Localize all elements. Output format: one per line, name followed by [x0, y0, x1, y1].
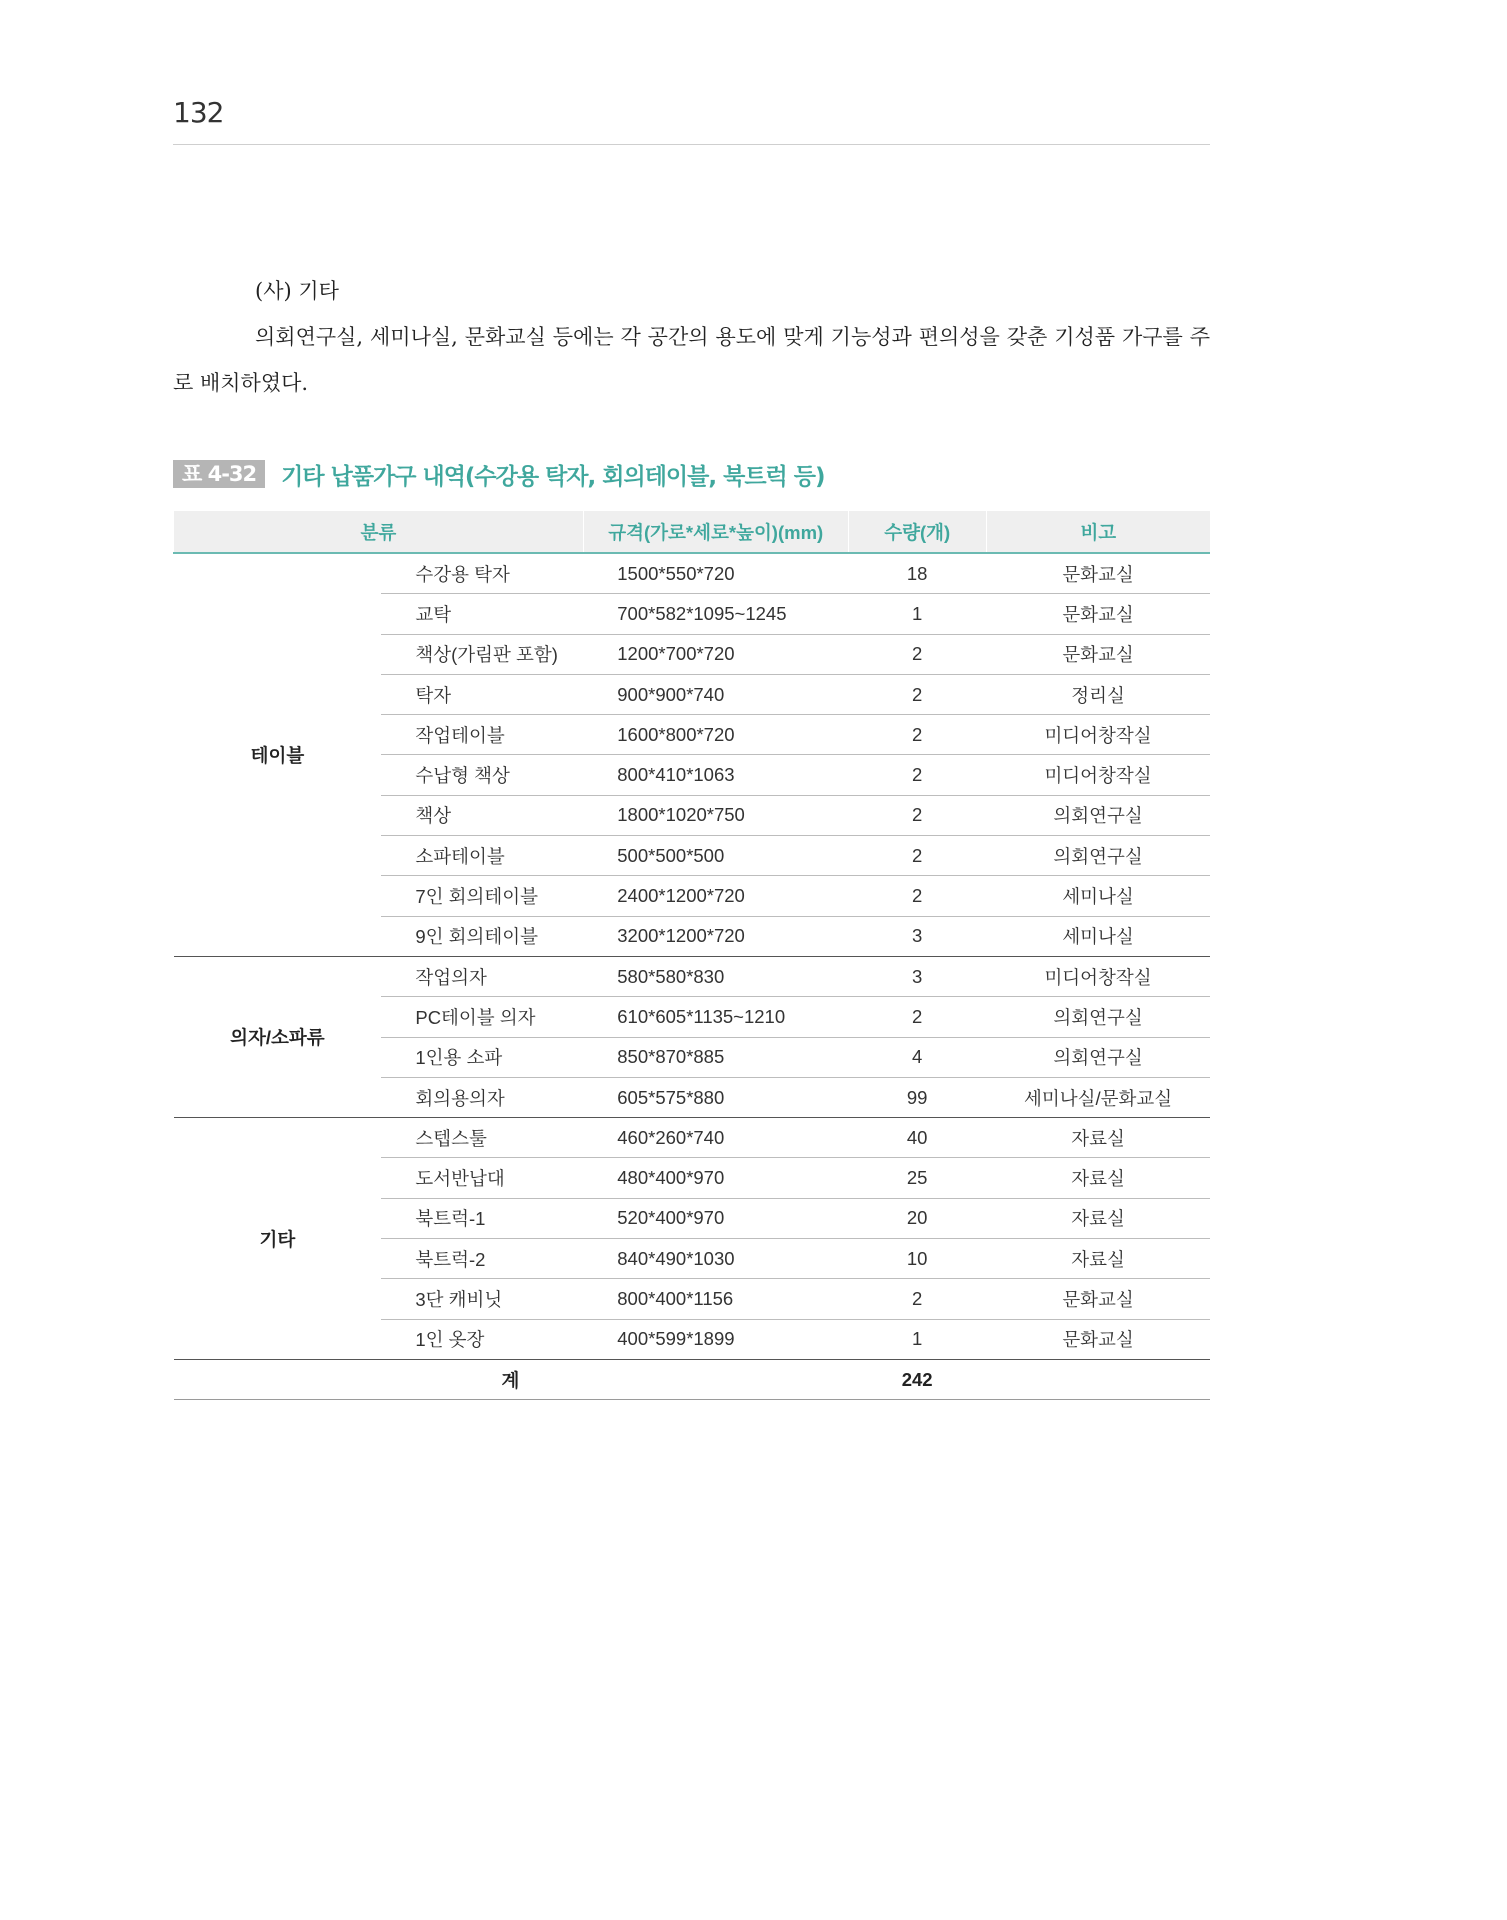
- spec-cell: 520*400*970: [583, 1198, 848, 1238]
- table-row: [174, 956, 1211, 996]
- note-cell: 문화교실: [986, 1279, 1210, 1319]
- quantity-cell: 2: [848, 836, 986, 876]
- total-row: [174, 1359, 1211, 1399]
- item-name-cell: 소파테이블: [381, 836, 583, 876]
- item-name-cell: 스텝스툴: [381, 1118, 583, 1158]
- note-cell: 세미나실: [986, 916, 1210, 956]
- header-category: 분류: [174, 511, 584, 553]
- header-rule: [173, 144, 1210, 145]
- quantity-cell: 99: [848, 1077, 986, 1117]
- quantity-cell: 1: [848, 594, 986, 634]
- item-name-cell: 탁자: [381, 674, 583, 714]
- item-name-cell: 9인 회의테이블: [381, 916, 583, 956]
- quantity-cell: 2: [848, 715, 986, 755]
- table-row: [174, 1118, 1211, 1158]
- quantity-cell: 2: [848, 755, 986, 795]
- spec-cell: 850*870*885: [583, 1037, 848, 1077]
- spec-cell: 610*605*1135~1210: [583, 997, 848, 1037]
- table-body: [174, 553, 1211, 1400]
- spec-cell: 800*410*1063: [583, 755, 848, 795]
- spec-cell: 605*575*880: [583, 1077, 848, 1117]
- spec-cell: 3200*1200*720: [583, 916, 848, 956]
- spec-cell: 480*400*970: [583, 1158, 848, 1198]
- item-name-cell: 도서반납대: [381, 1158, 583, 1198]
- item-name-cell: 책상: [381, 795, 583, 835]
- body-paragraph: 의회연구실, 세미나실, 문화교실 등에는 각 공간의 용도에 맞게 기능성과 편의성을 갖춘 기성품 가구를 주로 배치하였다.: [173, 325, 1210, 395]
- category-cell: 기타: [174, 1118, 382, 1360]
- category-cell: 테이블: [174, 553, 382, 956]
- quantity-cell: 10: [848, 1239, 986, 1279]
- item-name-cell: 교탁: [381, 594, 583, 634]
- quantity-cell: 4: [848, 1037, 986, 1077]
- note-cell: 자료실: [986, 1118, 1210, 1158]
- spec-cell: 580*580*830: [583, 956, 848, 996]
- note-cell: 의회연구실: [986, 1037, 1210, 1077]
- table-number-label: 표 4-32: [173, 460, 265, 488]
- note-cell: 세미나실: [986, 876, 1210, 916]
- quantity-cell: 2: [848, 674, 986, 714]
- total-quantity: 242: [848, 1359, 986, 1399]
- quantity-cell: 20: [848, 1198, 986, 1238]
- item-name-cell: 북트럭-1: [381, 1198, 583, 1238]
- total-label: 계: [174, 1359, 849, 1399]
- furniture-table: [173, 511, 1210, 1400]
- note-cell: 의회연구실: [986, 836, 1210, 876]
- table-header-row: [174, 511, 1211, 553]
- item-name-cell: 3단 캐비닛: [381, 1279, 583, 1319]
- note-cell: 자료실: [986, 1198, 1210, 1238]
- note-cell: 의회연구실: [986, 997, 1210, 1037]
- table-caption: [173, 460, 825, 488]
- header-spec: 규격(가로*세로*높이)(mm): [583, 511, 848, 553]
- table-title: 기타 납품가구 내역(수강용 탁자, 회의테이블, 북트럭 등): [281, 463, 825, 490]
- spec-cell: 500*500*500: [583, 836, 848, 876]
- category-cell: 의자/소파류: [174, 956, 382, 1117]
- quantity-cell: 3: [848, 956, 986, 996]
- item-name-cell: PC테이블 의자: [381, 997, 583, 1037]
- quantity-cell: 2: [848, 1279, 986, 1319]
- item-name-cell: 1인용 소파: [381, 1037, 583, 1077]
- note-cell: 문화교실: [986, 594, 1210, 634]
- quantity-cell: 3: [848, 916, 986, 956]
- item-name-cell: 7인 회의테이블: [381, 876, 583, 916]
- item-name-cell: 수납형 책상: [381, 755, 583, 795]
- quantity-cell: 2: [848, 876, 986, 916]
- total-note-empty: [986, 1359, 1210, 1399]
- item-name-cell: 회의용의자: [381, 1077, 583, 1117]
- quantity-cell: 1: [848, 1319, 986, 1359]
- note-cell: 미디어창작실: [986, 956, 1210, 996]
- header-quantity: 수량(개): [848, 511, 986, 553]
- item-name-cell: 작업의자: [381, 956, 583, 996]
- note-cell: 의회연구실: [986, 795, 1210, 835]
- note-cell: 세미나실/문화교실: [986, 1077, 1210, 1117]
- quantity-cell: 2: [848, 997, 986, 1037]
- header-note: 비고: [986, 511, 1210, 553]
- note-cell: 자료실: [986, 1239, 1210, 1279]
- note-cell: 미디어창작실: [986, 715, 1210, 755]
- note-cell: 문화교실: [986, 634, 1210, 674]
- quantity-cell: 2: [848, 795, 986, 835]
- spec-cell: 2400*1200*720: [583, 876, 848, 916]
- note-cell: 문화교실: [986, 553, 1210, 594]
- page-number: 132: [173, 96, 224, 129]
- spec-cell: 800*400*1156: [583, 1279, 848, 1319]
- quantity-cell: 2: [848, 634, 986, 674]
- quantity-cell: 25: [848, 1158, 986, 1198]
- quantity-cell: 18: [848, 553, 986, 594]
- note-cell: 미디어창작실: [986, 755, 1210, 795]
- spec-cell: 400*599*1899: [583, 1319, 848, 1359]
- note-cell: 문화교실: [986, 1319, 1210, 1359]
- spec-cell: 1800*1020*750: [583, 795, 848, 835]
- item-name-cell: 작업테이블: [381, 715, 583, 755]
- spec-cell: 1600*800*720: [583, 715, 848, 755]
- spec-cell: 1500*550*720: [583, 553, 848, 594]
- note-cell: 정리실: [986, 674, 1210, 714]
- spec-cell: 840*490*1030: [583, 1239, 848, 1279]
- spec-cell: 460*260*740: [583, 1118, 848, 1158]
- note-cell: 자료실: [986, 1158, 1210, 1198]
- section-heading: (사) 기타: [255, 279, 339, 303]
- item-name-cell: 북트럭-2: [381, 1239, 583, 1279]
- spec-cell: 900*900*740: [583, 674, 848, 714]
- spec-cell: 700*582*1095~1245: [583, 594, 848, 634]
- table-row: [174, 553, 1211, 594]
- item-name-cell: 1인 옷장: [381, 1319, 583, 1359]
- item-name-cell: 책상(가림판 포함): [381, 634, 583, 674]
- item-name-cell: 수강용 탁자: [381, 553, 583, 594]
- spec-cell: 1200*700*720: [583, 634, 848, 674]
- quantity-cell: 40: [848, 1118, 986, 1158]
